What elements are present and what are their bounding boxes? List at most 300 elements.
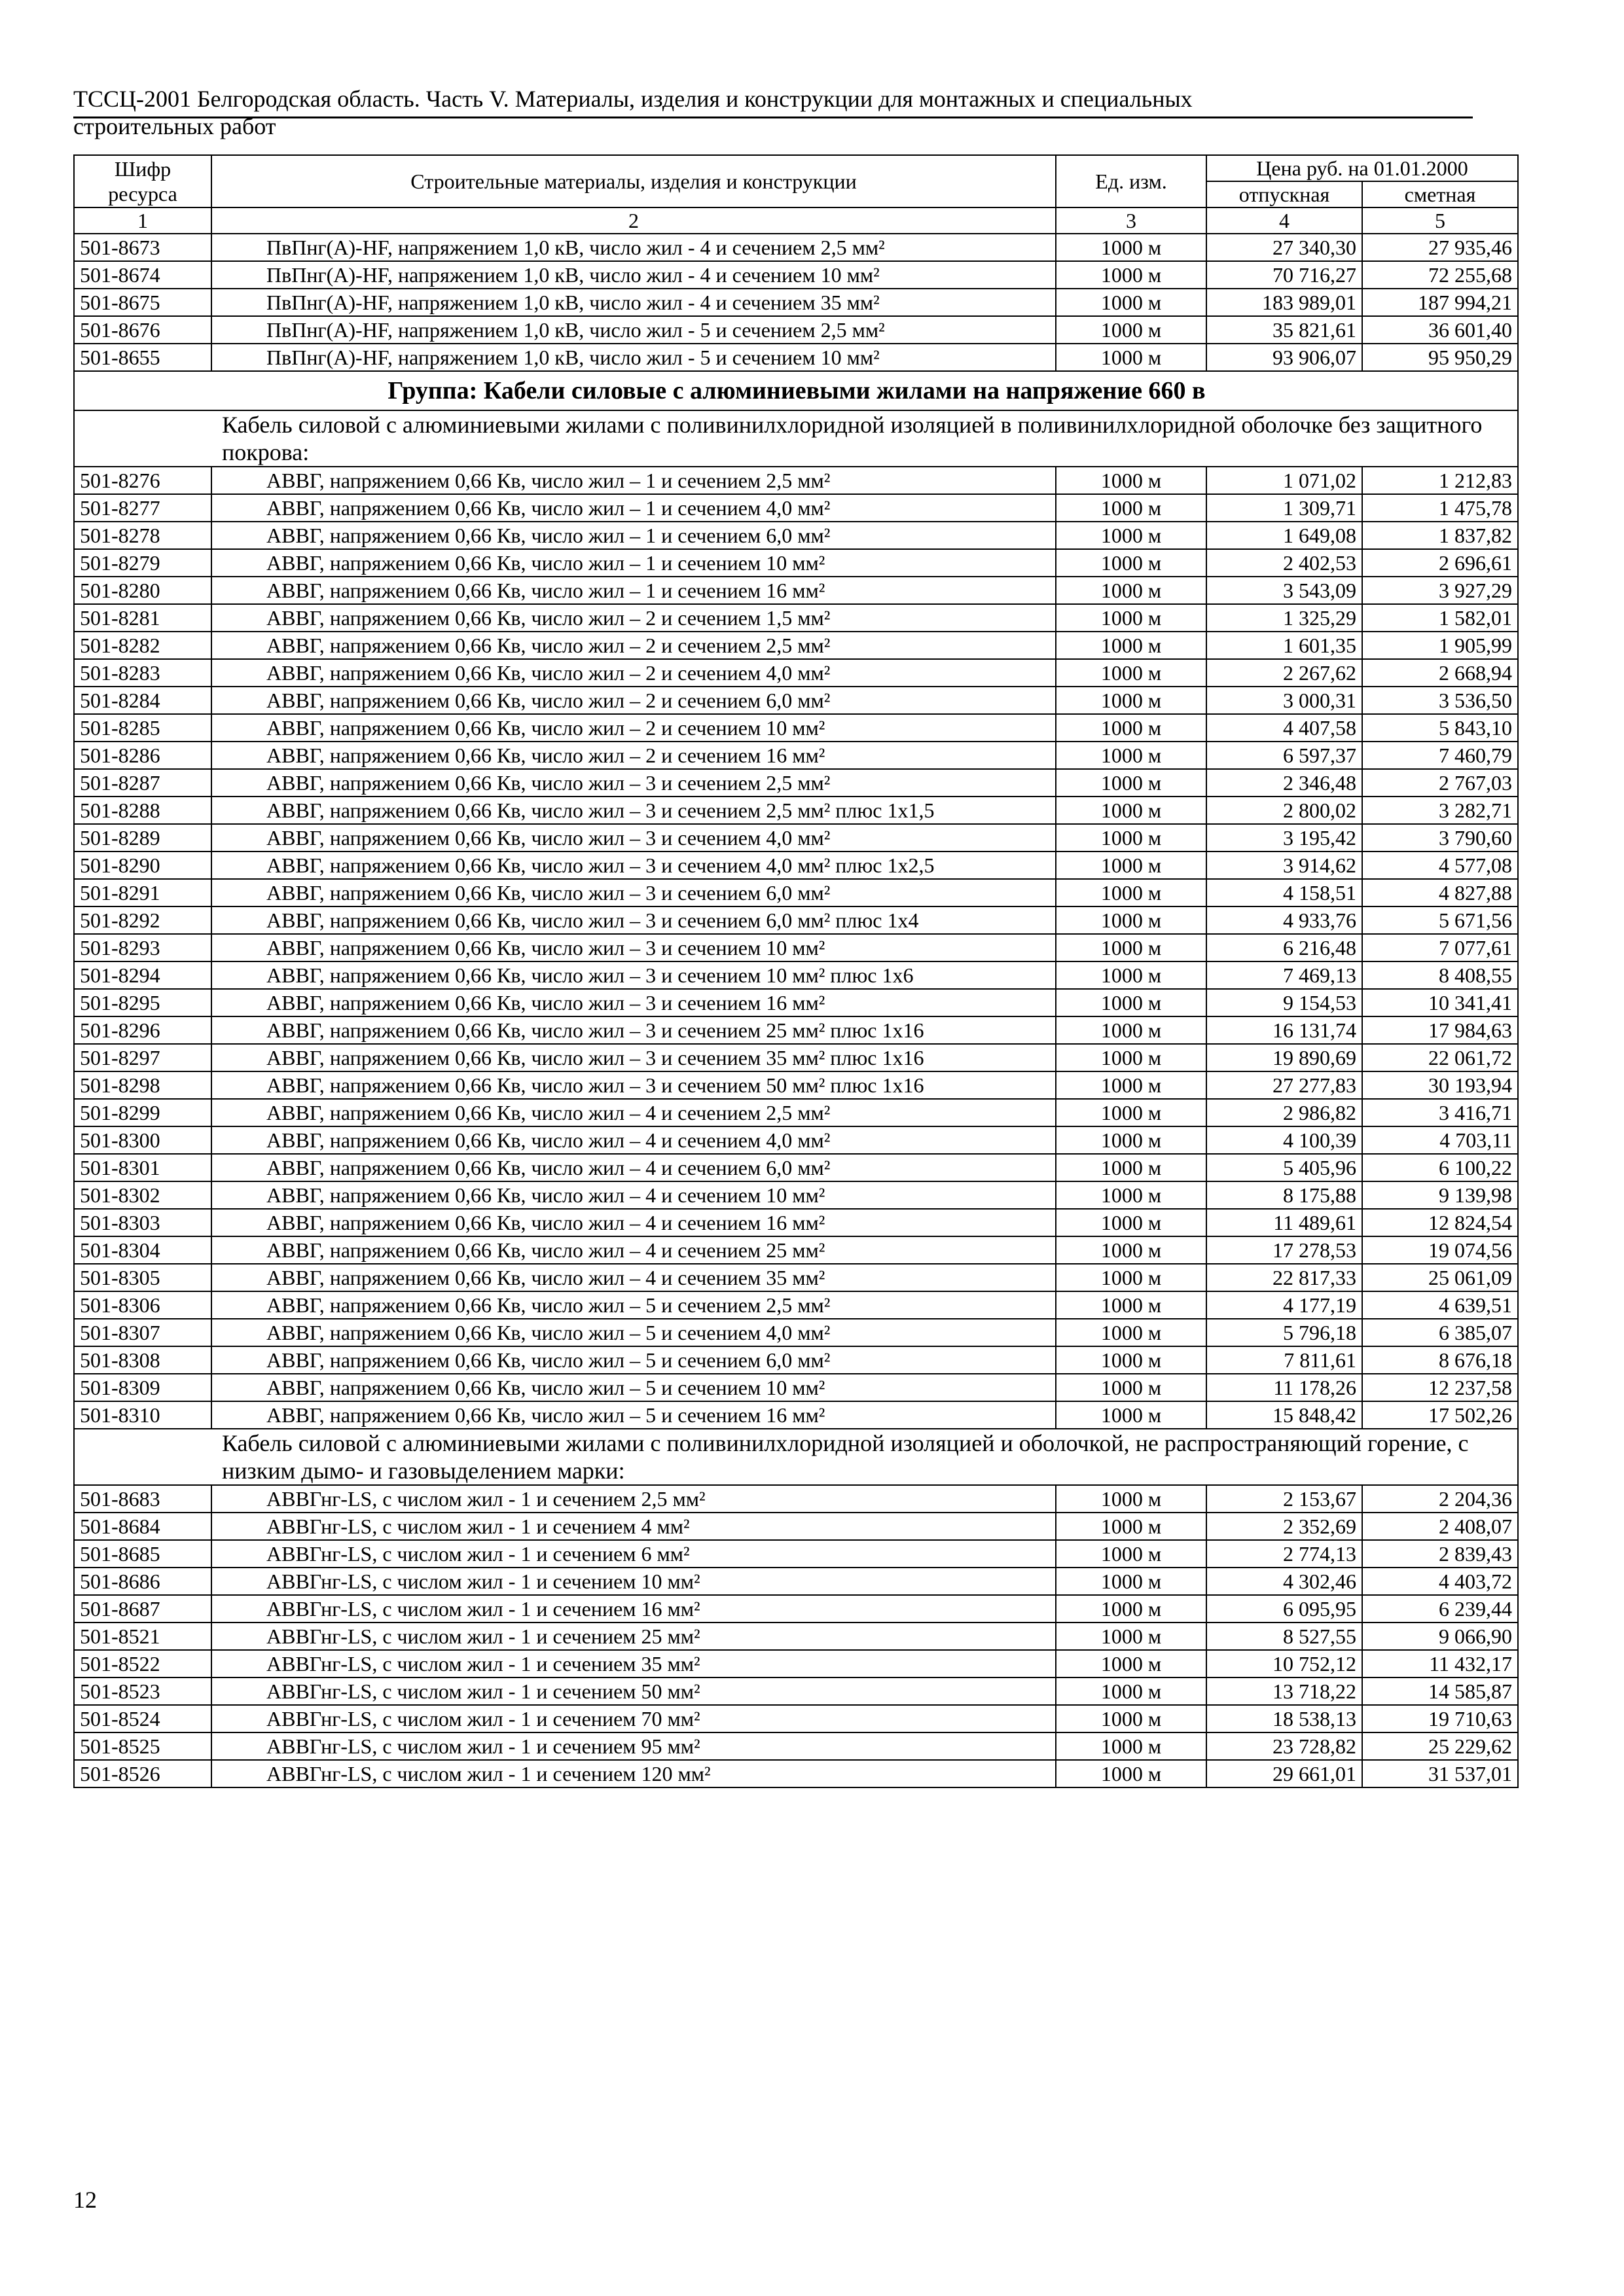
table-row — [74, 1568, 1518, 1595]
price-estimate: 17 502,26 — [1362, 1401, 1518, 1429]
resource-code: 501-8674 — [74, 261, 211, 289]
material-name: АВВГ, напряжением 0,66 Кв, число жил – 3 и сечением 4,0 мм² — [211, 824, 1056, 852]
col-number-4: 4 — [1206, 207, 1362, 234]
unit-of-measure: 1000 м — [1056, 961, 1206, 989]
material-name: АВВГ, напряжением 0,66 Кв, число жил – 2 и сечением 16 мм² — [211, 742, 1056, 769]
material-name: АВВГ, напряжением 0,66 Кв, число жил – 2 и сечением 10 мм² — [211, 714, 1056, 742]
unit-of-measure: 1000 м — [1056, 1154, 1206, 1181]
unit-of-measure: 1000 м — [1056, 1595, 1206, 1623]
price-estimate: 3 536,50 — [1362, 687, 1518, 714]
resource-code: 501-8300 — [74, 1126, 211, 1154]
price-release: 6 597,37 — [1206, 742, 1362, 769]
table-row — [74, 494, 1518, 522]
table-row — [74, 1401, 1518, 1429]
material-name: АВВГ, напряжением 0,66 Кв, число жил – 5 и сечением 10 мм² — [211, 1374, 1056, 1401]
unit-of-measure: 1000 м — [1056, 632, 1206, 659]
table-row — [74, 1346, 1518, 1374]
resource-code: 501-8686 — [74, 1568, 211, 1595]
table-row — [74, 1209, 1518, 1236]
material-name: АВВГ, напряжением 0,66 Кв, число жил – 4 и сечением 35 мм² — [211, 1264, 1056, 1291]
table-row — [74, 1374, 1518, 1401]
resource-code: 501-8276 — [74, 467, 211, 494]
unit-of-measure: 1000 м — [1056, 1209, 1206, 1236]
price-estimate: 2 767,03 — [1362, 769, 1518, 797]
header-title-line1: ТССЦ-2001 Белгородская область. Часть V. Материалы, изделия и конструкции для монтажных и специальных — [73, 86, 1193, 112]
price-estimate: 12 824,54 — [1362, 1209, 1518, 1236]
material-name: АВВГнг-LS, с числом жил - 1 и сечением 70 мм² — [211, 1705, 1056, 1732]
col-number-5: 5 — [1362, 207, 1518, 234]
material-name: АВВГ, напряжением 0,66 Кв, число жил – 3 и сечением 4,0 мм² плюс 1х2,5 — [211, 852, 1056, 879]
resource-code: 501-8673 — [74, 234, 211, 261]
resource-code: 501-8683 — [74, 1485, 211, 1513]
material-name: АВВГнг-LS, с числом жил - 1 и сечением 35 мм² — [211, 1650, 1056, 1677]
table-row — [74, 1099, 1518, 1126]
material-name: АВВГнг-LS, с числом жил - 1 и сечением 2,5 мм² — [211, 1485, 1056, 1513]
price-estimate: 1 582,01 — [1362, 604, 1518, 632]
price-release: 1 649,08 — [1206, 522, 1362, 549]
subgroup-section-c — [74, 1429, 1518, 1485]
unit-of-measure: 1000 м — [1056, 906, 1206, 934]
unit-of-measure: 1000 м — [1056, 549, 1206, 577]
price-release: 8 175,88 — [1206, 1181, 1362, 1209]
unit-of-measure: 1000 м — [1056, 1016, 1206, 1044]
resource-code: 501-8299 — [74, 1099, 211, 1126]
resource-code: 501-8293 — [74, 934, 211, 961]
material-name: АВВГ, напряжением 0,66 Кв, число жил – 5 и сечением 16 мм² — [211, 1401, 1056, 1429]
price-release: 2 267,62 — [1206, 659, 1362, 687]
price-estimate: 6 239,44 — [1362, 1595, 1518, 1623]
table-row — [74, 1705, 1518, 1732]
resource-code: 501-8675 — [74, 289, 211, 316]
resource-code: 501-8298 — [74, 1071, 211, 1099]
unit-of-measure: 1000 м — [1056, 1291, 1206, 1319]
price-release: 2 986,82 — [1206, 1099, 1362, 1126]
resource-code: 501-8292 — [74, 906, 211, 934]
price-release: 11 178,26 — [1206, 1374, 1362, 1401]
price-estimate: 3 416,71 — [1362, 1099, 1518, 1126]
rows-section-a — [74, 234, 1518, 371]
price-release: 10 752,12 — [1206, 1650, 1362, 1677]
table-row — [74, 1236, 1518, 1264]
price-release: 7 469,13 — [1206, 961, 1362, 989]
price-estimate: 2 668,94 — [1362, 659, 1518, 687]
price-release: 23 728,82 — [1206, 1732, 1362, 1760]
table-row — [74, 234, 1518, 261]
unit-of-measure: 1000 м — [1056, 742, 1206, 769]
material-name: АВВГ, напряжением 0,66 Кв, число жил – 5 и сечением 4,0 мм² — [211, 1319, 1056, 1346]
table-row — [74, 1264, 1518, 1291]
price-estimate: 187 994,21 — [1362, 289, 1518, 316]
resource-code: 501-8302 — [74, 1181, 211, 1209]
price-estimate: 2 408,07 — [1362, 1513, 1518, 1540]
price-estimate: 19 710,63 — [1362, 1705, 1518, 1732]
table-row — [74, 1016, 1518, 1044]
material-name: АВВГ, напряжением 0,66 Кв, число жил – 1 и сечением 4,0 мм² — [211, 494, 1056, 522]
price-release: 93 906,07 — [1206, 344, 1362, 371]
unit-of-measure: 1000 м — [1056, 1568, 1206, 1595]
material-name: АВВГ, напряжением 0,66 Кв, число жил – 5 и сечением 6,0 мм² — [211, 1346, 1056, 1374]
table-row — [74, 1126, 1518, 1154]
price-release: 4 933,76 — [1206, 906, 1362, 934]
unit-of-measure: 1000 м — [1056, 1677, 1206, 1705]
price-estimate: 11 432,17 — [1362, 1650, 1518, 1677]
resource-code: 501-8277 — [74, 494, 211, 522]
table-row — [74, 824, 1518, 852]
table-row — [74, 1181, 1518, 1209]
resource-code: 501-8283 — [74, 659, 211, 687]
resource-code: 501-8303 — [74, 1209, 211, 1236]
price-estimate: 9 066,90 — [1362, 1623, 1518, 1650]
unit-of-measure: 1000 м — [1056, 1650, 1206, 1677]
col-number-2: 2 — [211, 207, 1056, 234]
unit-of-measure: 1000 м — [1056, 797, 1206, 824]
material-name: АВВГ, напряжением 0,66 Кв, число жил – 3 и сечением 50 мм² плюс 1х16 — [211, 1071, 1056, 1099]
unit-of-measure: 1000 м — [1056, 1044, 1206, 1071]
document-header — [73, 85, 1473, 140]
price-release: 16 131,74 — [1206, 1016, 1362, 1044]
col-number-3: 3 — [1056, 207, 1206, 234]
unit-of-measure: 1000 м — [1056, 824, 1206, 852]
material-name: АВВГ, напряжением 0,66 Кв, число жил – 4 и сечением 16 мм² — [211, 1209, 1056, 1236]
material-name: ПвПнг(А)-HF, напряжением 1,0 кВ, число жил - 4 и сечением 35 мм² — [211, 289, 1056, 316]
price-estimate: 1 212,83 — [1362, 467, 1518, 494]
resource-code: 501-8291 — [74, 879, 211, 906]
price-release: 3 195,42 — [1206, 824, 1362, 852]
resource-code: 501-8687 — [74, 1595, 211, 1623]
unit-of-measure: 1000 м — [1056, 1319, 1206, 1346]
unit-of-measure: 1000 м — [1056, 659, 1206, 687]
material-name: АВВГ, напряжением 0,66 Кв, число жил – 3 и сечением 25 мм² плюс 1х16 — [211, 1016, 1056, 1044]
price-release: 3 000,31 — [1206, 687, 1362, 714]
price-estimate: 30 193,94 — [1362, 1071, 1518, 1099]
price-estimate: 72 255,68 — [1362, 261, 1518, 289]
table-row — [74, 261, 1518, 289]
unit-of-measure: 1000 м — [1056, 289, 1206, 316]
material-name: АВВГ, напряжением 0,66 Кв, число жил – 3 и сечением 6,0 мм² — [211, 879, 1056, 906]
col-header-price: Цена руб. на 01.01.2000 — [1206, 155, 1518, 181]
unit-of-measure: 1000 м — [1056, 1513, 1206, 1540]
price-estimate: 5 843,10 — [1362, 714, 1518, 742]
price-estimate: 3 927,29 — [1362, 577, 1518, 604]
material-name: АВВГ, напряжением 0,66 Кв, число жил – 4 и сечением 2,5 мм² — [211, 1099, 1056, 1126]
unit-of-measure: 1000 м — [1056, 1126, 1206, 1154]
unit-of-measure: 1000 м — [1056, 1401, 1206, 1429]
material-name: АВВГнг-LS, с числом жил - 1 и сечением 4 мм² — [211, 1513, 1056, 1540]
material-name: ПвПнг(А)-HF, напряжением 1,0 кВ, число жил - 4 и сечением 10 мм² — [211, 261, 1056, 289]
resource-code: 501-8290 — [74, 852, 211, 879]
resource-code: 501-8526 — [74, 1760, 211, 1787]
material-name: ПвПнг(А)-HF, напряжением 1,0 кВ, число жил - 5 и сечением 10 мм² — [211, 344, 1056, 371]
material-name: АВВГ, напряжением 0,66 Кв, число жил – 3 и сечением 35 мм² плюс 1х16 — [211, 1044, 1056, 1071]
unit-of-measure: 1000 м — [1056, 1236, 1206, 1264]
header-rule — [73, 117, 1473, 118]
price-release: 29 661,01 — [1206, 1760, 1362, 1787]
material-name: АВВГ, напряжением 0,66 Кв, число жил – 5 и сечением 2,5 мм² — [211, 1291, 1056, 1319]
table-row — [74, 1760, 1518, 1787]
price-estimate: 1 905,99 — [1362, 632, 1518, 659]
price-estimate: 4 639,51 — [1362, 1291, 1518, 1319]
price-estimate: 17 984,63 — [1362, 1016, 1518, 1044]
price-estimate: 2 204,36 — [1362, 1485, 1518, 1513]
table-row — [74, 1595, 1518, 1623]
group-title: Группа: Кабели силовые с алюминиевыми жилами на напряжение 660 в — [74, 371, 1518, 410]
unit-of-measure: 1000 м — [1056, 234, 1206, 261]
unit-of-measure: 1000 м — [1056, 1099, 1206, 1126]
price-release: 1 325,29 — [1206, 604, 1362, 632]
table-row — [74, 344, 1518, 371]
material-name: АВВГ, напряжением 0,66 Кв, число жил – 1 и сечением 16 мм² — [211, 577, 1056, 604]
resource-code: 501-8304 — [74, 1236, 211, 1264]
unit-of-measure: 1000 м — [1056, 577, 1206, 604]
price-estimate: 4 827,88 — [1362, 879, 1518, 906]
resource-code: 501-8282 — [74, 632, 211, 659]
price-estimate: 2 839,43 — [1362, 1540, 1518, 1568]
price-release: 4 177,19 — [1206, 1291, 1362, 1319]
table-row — [74, 1623, 1518, 1650]
resource-code: 501-8278 — [74, 522, 211, 549]
material-name: АВВГнг-LS, с числом жил - 1 и сечением 6 мм² — [211, 1540, 1056, 1568]
resource-code: 501-8305 — [74, 1264, 211, 1291]
table-row — [74, 632, 1518, 659]
resource-code: 501-8297 — [74, 1044, 211, 1071]
material-name: АВВГ, напряжением 0,66 Кв, число жил – 3 и сечением 2,5 мм² — [211, 769, 1056, 797]
resource-code: 501-8301 — [74, 1154, 211, 1181]
table-row — [74, 1319, 1518, 1346]
material-name: АВВГ, напряжением 0,66 Кв, число жил – 4 и сечением 4,0 мм² — [211, 1126, 1056, 1154]
price-table — [73, 154, 1519, 1788]
material-name: АВВГнг-LS, с числом жил - 1 и сечением 25 мм² — [211, 1623, 1056, 1650]
resource-code: 501-8308 — [74, 1346, 211, 1374]
price-estimate: 7 460,79 — [1362, 742, 1518, 769]
table-row — [74, 549, 1518, 577]
resource-code: 501-8281 — [74, 604, 211, 632]
price-release: 1 309,71 — [1206, 494, 1362, 522]
col-header-name: Строительные материалы, изделия и конструкции — [211, 155, 1056, 207]
price-release: 9 154,53 — [1206, 989, 1362, 1016]
unit-of-measure: 1000 м — [1056, 1264, 1206, 1291]
material-name: АВВГ, напряжением 0,66 Кв, число жил – 2 и сечением 4,0 мм² — [211, 659, 1056, 687]
price-release: 3 914,62 — [1206, 852, 1362, 879]
price-release: 11 489,61 — [1206, 1209, 1362, 1236]
price-release: 4 158,51 — [1206, 879, 1362, 906]
price-release: 13 718,22 — [1206, 1677, 1362, 1705]
table-row — [74, 316, 1518, 344]
rows-section-b — [74, 467, 1518, 1429]
unit-of-measure: 1000 м — [1056, 494, 1206, 522]
unit-of-measure: 1000 м — [1056, 1732, 1206, 1760]
resource-code: 501-8287 — [74, 769, 211, 797]
price-estimate: 95 950,29 — [1362, 344, 1518, 371]
rows-section-c — [74, 1485, 1518, 1787]
table-row — [74, 934, 1518, 961]
price-estimate: 36 601,40 — [1362, 316, 1518, 344]
price-release: 6 216,48 — [1206, 934, 1362, 961]
resource-code: 501-8524 — [74, 1705, 211, 1732]
resource-code: 501-8676 — [74, 316, 211, 344]
table-row — [74, 604, 1518, 632]
unit-of-measure: 1000 м — [1056, 1760, 1206, 1787]
material-name: АВВГнг-LS, с числом жил - 1 и сечением 95 мм² — [211, 1732, 1056, 1760]
unit-of-measure: 1000 м — [1056, 344, 1206, 371]
material-name: АВВГ, напряжением 0,66 Кв, число жил – 3 и сечением 10 мм² плюс 1х6 — [211, 961, 1056, 989]
material-name: АВВГ, напряжением 0,66 Кв, число жил – 3 и сечением 2,5 мм² плюс 1х1,5 — [211, 797, 1056, 824]
material-name: АВВГ, напряжением 0,66 Кв, число жил – 1 и сечением 2,5 мм² — [211, 467, 1056, 494]
resource-code: 501-8525 — [74, 1732, 211, 1760]
unit-of-measure: 1000 м — [1056, 261, 1206, 289]
price-estimate: 8 408,55 — [1362, 961, 1518, 989]
unit-of-measure: 1000 м — [1056, 1540, 1206, 1568]
resource-code: 501-8294 — [74, 961, 211, 989]
resource-code: 501-8684 — [74, 1513, 211, 1540]
price-estimate: 27 935,46 — [1362, 234, 1518, 261]
unit-of-measure: 1000 м — [1056, 714, 1206, 742]
col-number-1: 1 — [74, 207, 211, 234]
unit-of-measure: 1000 м — [1056, 1346, 1206, 1374]
price-estimate: 25 229,62 — [1362, 1732, 1518, 1760]
price-estimate: 31 537,01 — [1362, 1760, 1518, 1787]
resource-code: 501-8284 — [74, 687, 211, 714]
price-release: 2 774,13 — [1206, 1540, 1362, 1568]
table-row — [74, 906, 1518, 934]
unit-of-measure: 1000 м — [1056, 1705, 1206, 1732]
col-header-price-release: отпускная — [1206, 181, 1362, 207]
table-row — [74, 961, 1518, 989]
col-header-code: Шифр ресурса — [74, 155, 211, 207]
price-release: 27 277,83 — [1206, 1071, 1362, 1099]
table-row — [74, 1513, 1518, 1540]
price-release: 19 890,69 — [1206, 1044, 1362, 1071]
table-row — [74, 1154, 1518, 1181]
price-estimate: 4 703,11 — [1362, 1126, 1518, 1154]
unit-of-measure: 1000 м — [1056, 1181, 1206, 1209]
header-title-line2: строительных работ — [73, 113, 276, 139]
unit-of-measure: 1000 м — [1056, 1485, 1206, 1513]
price-release: 5 796,18 — [1206, 1319, 1362, 1346]
resource-code: 501-8309 — [74, 1374, 211, 1401]
price-release: 17 278,53 — [1206, 1236, 1362, 1264]
price-estimate: 22 061,72 — [1362, 1044, 1518, 1071]
material-name: АВВГнг-LS, с числом жил - 1 и сечением 120 мм² — [211, 1760, 1056, 1787]
material-name: АВВГ, напряжением 0,66 Кв, число жил – 4 и сечением 25 мм² — [211, 1236, 1056, 1264]
resource-code: 501-8279 — [74, 549, 211, 577]
subgroup-title-b: Кабель силовой с алюминиевыми жилами с поливинилхлоридной изоляцией в поливинилхлоридной оболочке без защитного покрова: — [74, 410, 1518, 467]
price-release: 70 716,27 — [1206, 261, 1362, 289]
resource-code: 501-8280 — [74, 577, 211, 604]
table-row — [74, 852, 1518, 879]
resource-code: 501-8288 — [74, 797, 211, 824]
table-row — [74, 1732, 1518, 1760]
price-table-head — [74, 155, 1518, 234]
material-name: АВВГ, напряжением 0,66 Кв, число жил – 2 и сечением 1,5 мм² — [211, 604, 1056, 632]
table-row — [74, 742, 1518, 769]
material-name: АВВГ, напряжением 0,66 Кв, число жил – 2 и сечением 6,0 мм² — [211, 687, 1056, 714]
price-release: 3 543,09 — [1206, 577, 1362, 604]
table-row — [74, 769, 1518, 797]
price-release: 2 402,53 — [1206, 549, 1362, 577]
resource-code: 501-8306 — [74, 1291, 211, 1319]
resource-code: 501-8289 — [74, 824, 211, 852]
price-release: 4 100,39 — [1206, 1126, 1362, 1154]
table-row — [74, 522, 1518, 549]
resource-code: 501-8310 — [74, 1401, 211, 1429]
resource-code: 501-8307 — [74, 1319, 211, 1346]
price-estimate: 4 403,72 — [1362, 1568, 1518, 1595]
material-name: ПвПнг(А)-HF, напряжением 1,0 кВ, число жил - 5 и сечением 2,5 мм² — [211, 316, 1056, 344]
price-release: 1 601,35 — [1206, 632, 1362, 659]
price-release: 18 538,13 — [1206, 1705, 1362, 1732]
unit-of-measure: 1000 м — [1056, 687, 1206, 714]
resource-code: 501-8295 — [74, 989, 211, 1016]
material-name: ПвПнг(А)-HF, напряжением 1,0 кВ, число жил - 4 и сечением 2,5 мм² — [211, 234, 1056, 261]
material-name: АВВГ, напряжением 0,66 Кв, число жил – 1 и сечением 10 мм² — [211, 549, 1056, 577]
material-name: АВВГ, напряжением 0,66 Кв, число жил – 3 и сечением 10 мм² — [211, 934, 1056, 961]
price-release: 27 340,30 — [1206, 234, 1362, 261]
price-estimate: 19 074,56 — [1362, 1236, 1518, 1264]
unit-of-measure: 1000 м — [1056, 989, 1206, 1016]
price-release: 6 095,95 — [1206, 1595, 1362, 1623]
table-row — [74, 1650, 1518, 1677]
resource-code: 501-8286 — [74, 742, 211, 769]
price-estimate: 10 341,41 — [1362, 989, 1518, 1016]
material-name: АВВГнг-LS, с числом жил - 1 и сечением 16 мм² — [211, 1595, 1056, 1623]
price-release: 183 989,01 — [1206, 289, 1362, 316]
price-estimate: 25 061,09 — [1362, 1264, 1518, 1291]
price-release: 8 527,55 — [1206, 1623, 1362, 1650]
price-release: 22 817,33 — [1206, 1264, 1362, 1291]
table-row — [74, 1540, 1518, 1568]
table-row — [74, 467, 1518, 494]
unit-of-measure: 1000 м — [1056, 467, 1206, 494]
price-estimate: 1 837,82 — [1362, 522, 1518, 549]
resource-code: 501-8655 — [74, 344, 211, 371]
price-estimate: 2 696,61 — [1362, 549, 1518, 577]
price-estimate: 6 100,22 — [1362, 1154, 1518, 1181]
material-name: АВВГ, напряжением 0,66 Кв, число жил – 3 и сечением 16 мм² — [211, 989, 1056, 1016]
resource-code: 501-8285 — [74, 714, 211, 742]
price-release: 2 352,69 — [1206, 1513, 1362, 1540]
unit-of-measure: 1000 м — [1056, 1374, 1206, 1401]
col-header-price-estimate: сметная — [1362, 181, 1518, 207]
table-row — [74, 714, 1518, 742]
resource-code: 501-8685 — [74, 1540, 211, 1568]
resource-code: 501-8521 — [74, 1623, 211, 1650]
table-row — [74, 1677, 1518, 1705]
table-row — [74, 1044, 1518, 1071]
material-name: АВВГ, напряжением 0,66 Кв, число жил – 4 и сечением 6,0 мм² — [211, 1154, 1056, 1181]
unit-of-measure: 1000 м — [1056, 1623, 1206, 1650]
price-release: 2 346,48 — [1206, 769, 1362, 797]
material-name: АВВГнг-LS, с числом жил - 1 и сечением 50 мм² — [211, 1677, 1056, 1705]
table-row — [74, 797, 1518, 824]
unit-of-measure: 1000 м — [1056, 769, 1206, 797]
price-release: 2 153,67 — [1206, 1485, 1362, 1513]
price-estimate: 5 671,56 — [1362, 906, 1518, 934]
table-row — [74, 1485, 1518, 1513]
price-estimate: 3 790,60 — [1362, 824, 1518, 852]
price-release: 1 071,02 — [1206, 467, 1362, 494]
resource-code: 501-8296 — [74, 1016, 211, 1044]
price-estimate: 7 077,61 — [1362, 934, 1518, 961]
price-estimate: 1 475,78 — [1362, 494, 1518, 522]
resource-code: 501-8523 — [74, 1677, 211, 1705]
table-row — [74, 879, 1518, 906]
material-name: АВВГ, напряжением 0,66 Кв, число жил – 4 и сечением 10 мм² — [211, 1181, 1056, 1209]
table-row — [74, 577, 1518, 604]
unit-of-measure: 1000 м — [1056, 1071, 1206, 1099]
material-name: АВВГ, напряжением 0,66 Кв, число жил – 2 и сечением 2,5 мм² — [211, 632, 1056, 659]
material-name: АВВГнг-LS, с числом жил - 1 и сечением 10 мм² — [211, 1568, 1056, 1595]
table-row — [74, 1071, 1518, 1099]
